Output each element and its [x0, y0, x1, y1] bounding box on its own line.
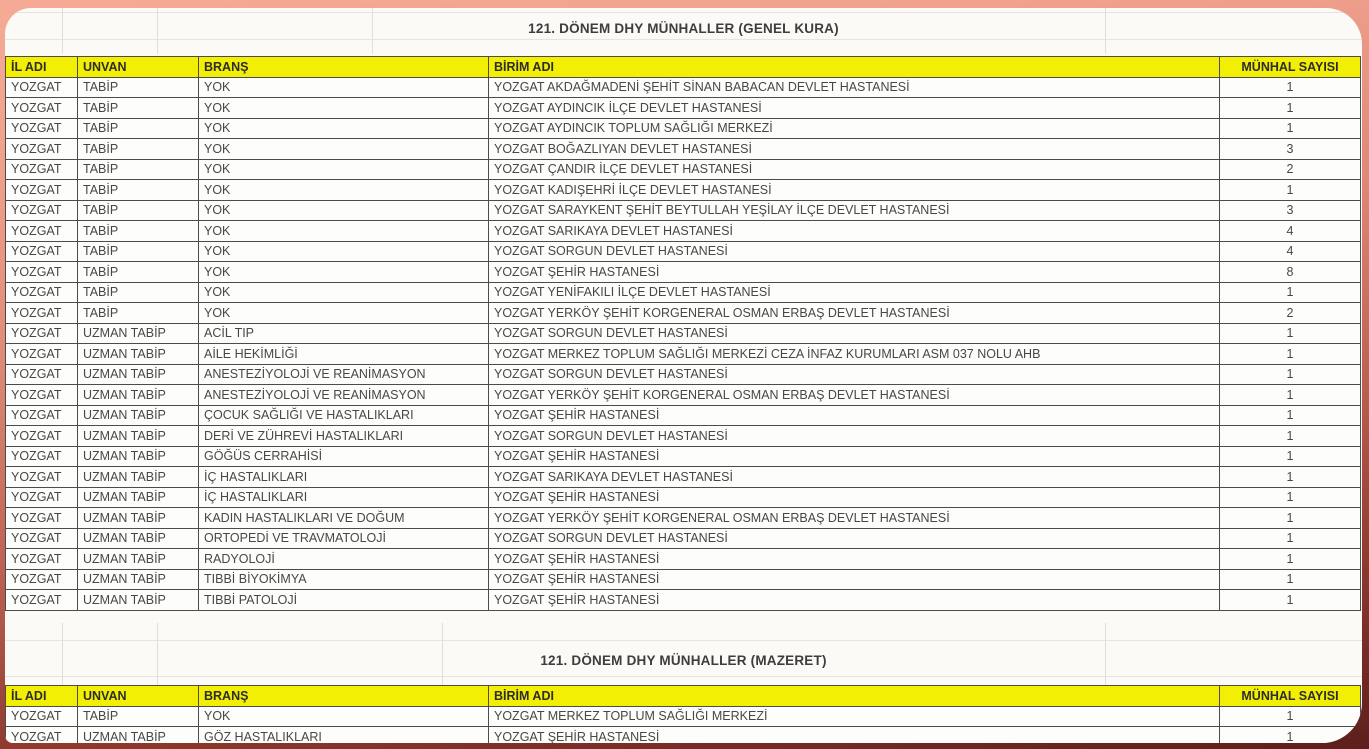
cell-birim-adi: YOZGAT SARIKAYA DEVLET HASTANESİ [489, 467, 1220, 488]
column-header-brans: BRANŞ [199, 686, 489, 707]
cell-birim-adi: YOZGAT MERKEZ TOPLUM SAĞLIĞI MERKEZİ CEZA İNFAZ KURUMLARI ASM 037 NOLU AHB [489, 344, 1220, 365]
table-row [6, 323, 1361, 344]
table-row [6, 344, 1361, 365]
table-row [6, 706, 1361, 727]
table-row [6, 262, 1361, 283]
cell-munhal-sayisi: 1 [1220, 77, 1361, 98]
cell-munhal-sayisi: 1 [1220, 569, 1361, 590]
table-row [6, 118, 1361, 139]
cell-unvan: UZMAN TABİP [78, 446, 199, 467]
table-row [6, 405, 1361, 426]
cell-unvan: UZMAN TABİP [78, 487, 199, 508]
cell-unvan: TABİP [78, 77, 199, 98]
cell-birim-adi: YOZGAT YERKÖY ŞEHİT KORGENERAL OSMAN ERBAŞ DEVLET HASTANESİ [489, 508, 1220, 529]
cell-brans: YOK [199, 303, 489, 324]
section-title-genel-kura: 121. DÖNEM DHY MÜNHALLER (GENEL KURA) [528, 21, 839, 36]
cell-brans: YOK [199, 159, 489, 180]
cell-birim-adi: YOZGAT SORGUN DEVLET HASTANESİ [489, 323, 1220, 344]
cell-unvan: UZMAN TABİP [78, 467, 199, 488]
cell-brans: YOK [199, 262, 489, 283]
cell-unvan: TABİP [78, 262, 199, 283]
cell-il-adi: YOZGAT [6, 241, 78, 262]
cell-birim-adi: YOZGAT ŞEHİR HASTANESİ [489, 727, 1220, 744]
cell-brans: YOK [199, 77, 489, 98]
cell-brans: YOK [199, 221, 489, 242]
cell-unvan: UZMAN TABİP [78, 549, 199, 570]
cell-unvan: UZMAN TABİP [78, 727, 199, 744]
column-header-birim-adi: BİRİM ADI [489, 57, 1220, 78]
table-row [6, 426, 1361, 447]
cell-il-adi: YOZGAT [6, 727, 78, 744]
cell-brans: GÖĞÜS CERRAHİSİ [199, 446, 489, 467]
cell-unvan: UZMAN TABİP [78, 323, 199, 344]
cell-il-adi: YOZGAT [6, 98, 78, 119]
cell-il-adi: YOZGAT [6, 590, 78, 611]
table-row [6, 549, 1361, 570]
cell-birim-adi: YOZGAT SORGUN DEVLET HASTANESİ [489, 241, 1220, 262]
cell-unvan: UZMAN TABİP [78, 528, 199, 549]
cell-il-adi: YOZGAT [6, 180, 78, 201]
cell-birim-adi: YOZGAT ŞEHİR HASTANESİ [489, 487, 1220, 508]
cell-unvan: UZMAN TABİP [78, 405, 199, 426]
cell-il-adi: YOZGAT [6, 706, 78, 727]
cell-birim-adi: YOZGAT MERKEZ TOPLUM SAĞLIĞI MERKEZİ [489, 706, 1220, 727]
cell-brans: YOK [199, 139, 489, 160]
cell-birim-adi: YOZGAT ŞEHİR HASTANESİ [489, 590, 1220, 611]
cell-il-adi: YOZGAT [6, 344, 78, 365]
table-row [6, 569, 1361, 590]
table-row [6, 303, 1361, 324]
cell-birim-adi: YOZGAT ŞEHİR HASTANESİ [489, 262, 1220, 283]
table-row [6, 200, 1361, 221]
cell-unvan: UZMAN TABİP [78, 385, 199, 406]
table-row [6, 77, 1361, 98]
cell-birim-adi: YOZGAT SORGUN DEVLET HASTANESİ [489, 426, 1220, 447]
table-row [6, 139, 1361, 160]
column-header-munhal-sayisi: MÜNHAL SAYISI [1220, 57, 1361, 78]
cell-unvan: TABİP [78, 180, 199, 201]
table-row [6, 467, 1361, 488]
cell-il-adi: YOZGAT [6, 426, 78, 447]
table-genel-kura [5, 56, 1361, 611]
cell-munhal-sayisi: 1 [1220, 487, 1361, 508]
cell-munhal-sayisi: 1 [1220, 426, 1361, 447]
cell-brans: ACİL TIP [199, 323, 489, 344]
table-row [6, 727, 1361, 744]
cell-brans: İÇ HASTALIKLARI [199, 487, 489, 508]
table-mazeret [5, 685, 1361, 743]
table-row [6, 528, 1361, 549]
cell-munhal-sayisi: 8 [1220, 262, 1361, 283]
cell-munhal-sayisi: 1 [1220, 706, 1361, 727]
cell-brans: GÖZ HASTALIKLARI [199, 727, 489, 744]
cell-il-adi: YOZGAT [6, 303, 78, 324]
cell-munhal-sayisi: 3 [1220, 200, 1361, 221]
column-header-il-adi: İL ADI [6, 686, 78, 707]
cell-il-adi: YOZGAT [6, 200, 78, 221]
cell-munhal-sayisi: 1 [1220, 323, 1361, 344]
table-row [6, 487, 1361, 508]
cell-birim-adi: YOZGAT SARIKAYA DEVLET HASTANESİ [489, 221, 1220, 242]
cell-brans: YOK [199, 118, 489, 139]
cell-munhal-sayisi: 1 [1220, 528, 1361, 549]
cell-unvan: TABİP [78, 303, 199, 324]
gridline [5, 39, 1362, 40]
cell-unvan: TABİP [78, 200, 199, 221]
cell-birim-adi: YOZGAT ŞEHİR HASTANESİ [489, 405, 1220, 426]
cell-il-adi: YOZGAT [6, 364, 78, 385]
cell-munhal-sayisi: 2 [1220, 159, 1361, 180]
cell-munhal-sayisi: 1 [1220, 364, 1361, 385]
cell-birim-adi: YOZGAT SORGUN DEVLET HASTANESİ [489, 364, 1220, 385]
cell-il-adi: YOZGAT [6, 569, 78, 590]
cell-unvan: TABİP [78, 241, 199, 262]
cell-unvan: UZMAN TABİP [78, 364, 199, 385]
table-row [6, 282, 1361, 303]
table-row [6, 590, 1361, 611]
table-header-row [6, 686, 1361, 707]
cell-birim-adi: YOZGAT BOĞAZLIYAN DEVLET HASTANESİ [489, 139, 1220, 160]
cell-munhal-sayisi: 1 [1220, 282, 1361, 303]
cell-munhal-sayisi: 1 [1220, 590, 1361, 611]
cell-unvan: TABİP [78, 118, 199, 139]
cell-birim-adi: YOZGAT AYDINCIK TOPLUM SAĞLIĞI MERKEZİ [489, 118, 1220, 139]
cell-brans: YOK [199, 282, 489, 303]
cell-birim-adi: YOZGAT ŞEHİR HASTANESİ [489, 446, 1220, 467]
section-title-mazeret: 121. DÖNEM DHY MÜNHALLER (MAZERET) [540, 653, 827, 668]
cell-unvan: UZMAN TABİP [78, 569, 199, 590]
cell-birim-adi: YOZGAT AYDINCIK İLÇE DEVLET HASTANESİ [489, 98, 1220, 119]
cell-il-adi: YOZGAT [6, 221, 78, 242]
cell-unvan: UZMAN TABİP [78, 508, 199, 529]
cell-il-adi: YOZGAT [6, 385, 78, 406]
table-row [6, 385, 1361, 406]
cell-il-adi: YOZGAT [6, 549, 78, 570]
cell-il-adi: YOZGAT [6, 487, 78, 508]
cell-birim-adi: YOZGAT SORGUN DEVLET HASTANESİ [489, 528, 1220, 549]
table-row [6, 241, 1361, 262]
cell-il-adi: YOZGAT [6, 77, 78, 98]
cell-il-adi: YOZGAT [6, 262, 78, 283]
cell-munhal-sayisi: 1 [1220, 549, 1361, 570]
cell-munhal-sayisi: 4 [1220, 221, 1361, 242]
column-header-il-adi: İL ADI [6, 57, 78, 78]
column-header-brans: BRANŞ [199, 57, 489, 78]
cell-il-adi: YOZGAT [6, 405, 78, 426]
cell-munhal-sayisi: 1 [1220, 727, 1361, 744]
table-row [6, 159, 1361, 180]
cell-il-adi: YOZGAT [6, 118, 78, 139]
cell-brans: YOK [199, 706, 489, 727]
column-header-unvan: UNVAN [78, 57, 199, 78]
cell-unvan: UZMAN TABİP [78, 590, 199, 611]
cell-munhal-sayisi: 1 [1220, 98, 1361, 119]
cell-birim-adi: YOZGAT YERKÖY ŞEHİT KORGENERAL OSMAN ERBAŞ DEVLET HASTANESİ [489, 385, 1220, 406]
gridline [5, 676, 1362, 677]
cell-brans: KADIN HASTALIKLARI VE DOĞUM [199, 508, 489, 529]
cell-brans: ÇOCUK SAĞLIĞI VE HASTALIKLARI [199, 405, 489, 426]
cell-birim-adi: YOZGAT AKDAĞMADENİ ŞEHİT SİNAN BABACAN DEVLET HASTANESİ [489, 77, 1220, 98]
cell-birim-adi: YOZGAT YERKÖY ŞEHİT KORGENERAL OSMAN ERBAŞ DEVLET HASTANESİ [489, 303, 1220, 324]
cell-il-adi: YOZGAT [6, 323, 78, 344]
cell-il-adi: YOZGAT [6, 282, 78, 303]
table-row [6, 508, 1361, 529]
table-row [6, 98, 1361, 119]
table-row [6, 180, 1361, 201]
cell-il-adi: YOZGAT [6, 467, 78, 488]
cell-birim-adi: YOZGAT ŞEHİR HASTANESİ [489, 549, 1220, 570]
cell-brans: ANESTEZİYOLOJİ VE REANİMASYON [199, 364, 489, 385]
cell-brans: İÇ HASTALIKLARI [199, 467, 489, 488]
cell-munhal-sayisi: 1 [1220, 508, 1361, 529]
table-row [6, 446, 1361, 467]
cell-unvan: TABİP [78, 159, 199, 180]
table-row [6, 364, 1361, 385]
spreadsheet-sheet [5, 8, 1362, 743]
cell-munhal-sayisi: 1 [1220, 385, 1361, 406]
cell-munhal-sayisi: 1 [1220, 405, 1361, 426]
cell-brans: RADYOLOJİ [199, 549, 489, 570]
cell-munhal-sayisi: 1 [1220, 467, 1361, 488]
cell-munhal-sayisi: 2 [1220, 303, 1361, 324]
cell-birim-adi: YOZGAT SARAYKENT ŞEHİT BEYTULLAH YEŞİLAY İLÇE DEVLET HASTANESİ [489, 200, 1220, 221]
cell-il-adi: YOZGAT [6, 139, 78, 160]
cell-unvan: TABİP [78, 282, 199, 303]
cell-birim-adi: YOZGAT YENİFAKILI İLÇE DEVLET HASTANESİ [489, 282, 1220, 303]
cell-brans: ORTOPEDİ VE TRAVMATOLOJİ [199, 528, 489, 549]
cell-brans: DERİ VE ZÜHREVİ HASTALIKLARI [199, 426, 489, 447]
cell-unvan: UZMAN TABİP [78, 344, 199, 365]
cell-unvan: TABİP [78, 139, 199, 160]
cell-munhal-sayisi: 4 [1220, 241, 1361, 262]
gridline [5, 640, 1362, 641]
column-header-munhal-sayisi: MÜNHAL SAYISI [1220, 686, 1361, 707]
cell-brans: YOK [199, 200, 489, 221]
column-header-unvan: UNVAN [78, 686, 199, 707]
cell-brans: ANESTEZİYOLOJİ VE REANİMASYON [199, 385, 489, 406]
cell-brans: AİLE HEKİMLİĞİ [199, 344, 489, 365]
cell-unvan: UZMAN TABİP [78, 426, 199, 447]
table-header-row [6, 57, 1361, 78]
cell-brans: TIBBİ PATOLOJİ [199, 590, 489, 611]
cell-brans: YOK [199, 241, 489, 262]
cell-munhal-sayisi: 1 [1220, 118, 1361, 139]
cell-brans: YOK [199, 98, 489, 119]
cell-brans: YOK [199, 180, 489, 201]
cell-unvan: TABİP [78, 221, 199, 242]
cell-munhal-sayisi: 3 [1220, 139, 1361, 160]
cell-munhal-sayisi: 1 [1220, 180, 1361, 201]
cell-birim-adi: YOZGAT KADIŞEHRİ İLÇE DEVLET HASTANESİ [489, 180, 1220, 201]
cell-birim-adi: YOZGAT ŞEHİR HASTANESİ [489, 569, 1220, 590]
cell-il-adi: YOZGAT [6, 446, 78, 467]
cell-il-adi: YOZGAT [6, 508, 78, 529]
cell-unvan: TABİP [78, 98, 199, 119]
cell-unvan: TABİP [78, 706, 199, 727]
cell-brans: TIBBİ BİYOKİMYA [199, 569, 489, 590]
cell-il-adi: YOZGAT [6, 159, 78, 180]
cell-munhal-sayisi: 1 [1220, 446, 1361, 467]
column-header-birim-adi: BİRİM ADI [489, 686, 1220, 707]
table-row [6, 221, 1361, 242]
cell-birim-adi: YOZGAT ÇANDIR İLÇE DEVLET HASTANESİ [489, 159, 1220, 180]
cell-munhal-sayisi: 1 [1220, 344, 1361, 365]
gridline [5, 12, 1362, 13]
cell-il-adi: YOZGAT [6, 528, 78, 549]
